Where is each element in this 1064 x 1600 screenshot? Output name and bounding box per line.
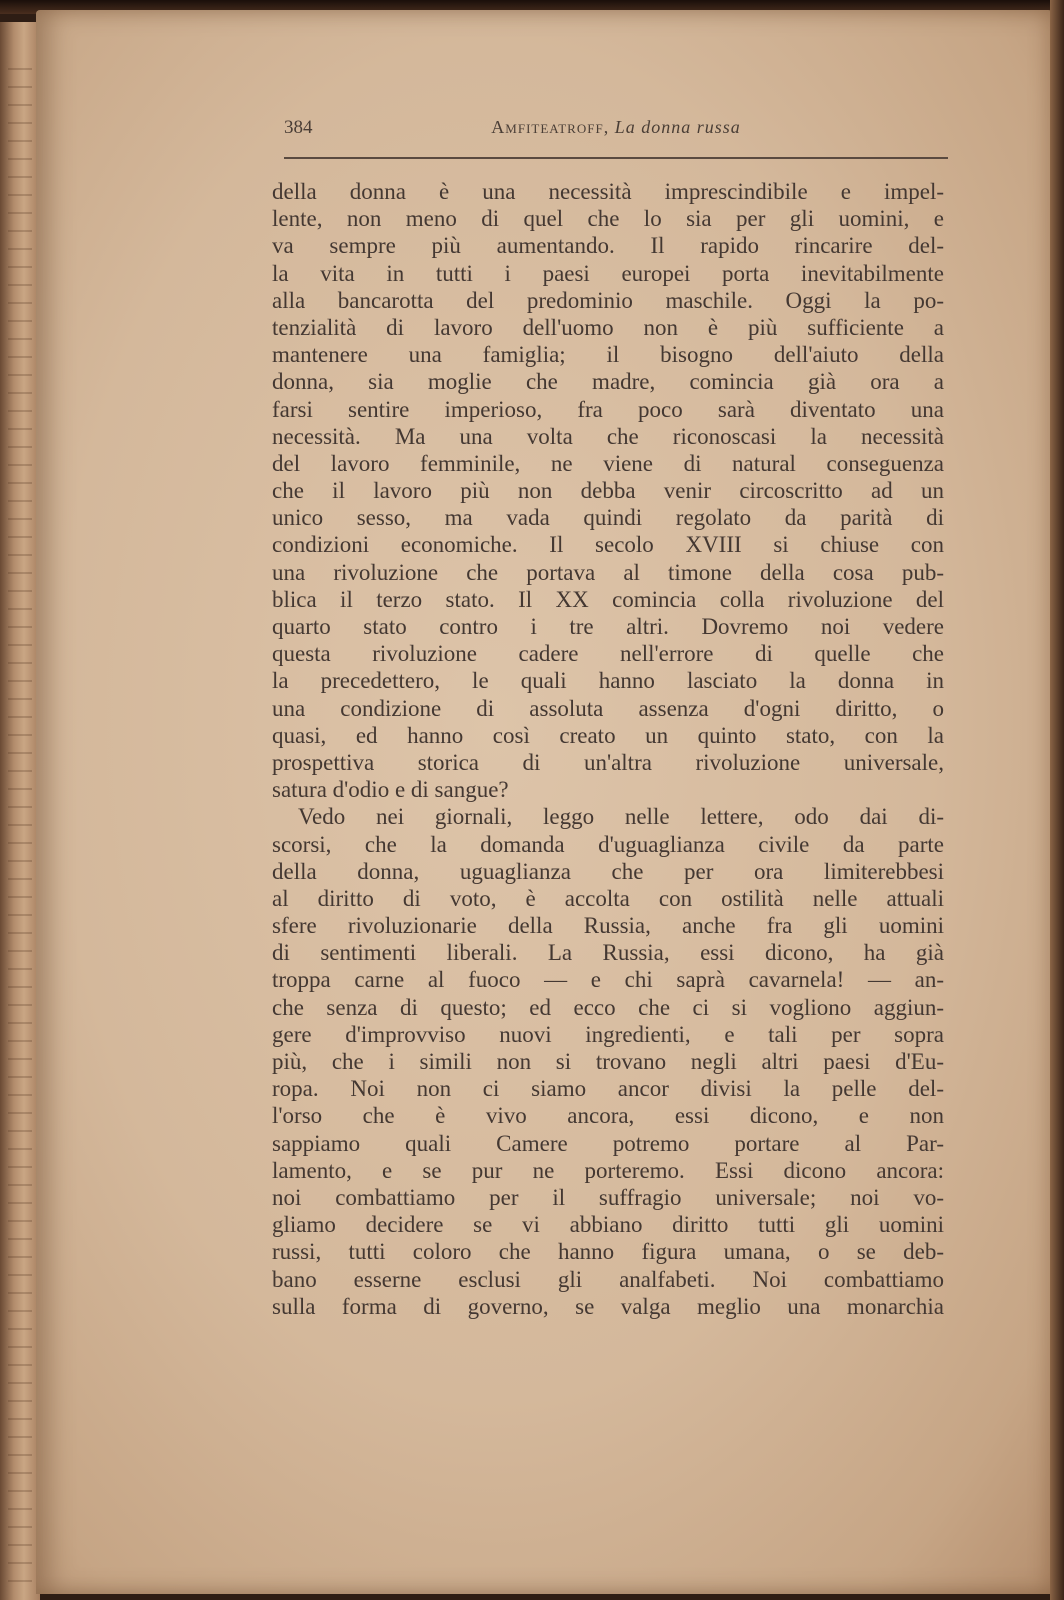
text-line: prospettiva storica di un'altra rivoluzione universale, (272, 749, 944, 775)
text-line: unico sesso, ma vada quindi regolato da parità di (272, 505, 944, 531)
body-text (272, 178, 944, 1320)
spine-texture (8, 62, 32, 1582)
text-line: che senza di questo; ed ecco che ci si vogliono aggiun- (272, 994, 944, 1020)
running-header (284, 117, 948, 147)
book-right-edge (1050, 0, 1064, 1600)
text-line: alla bancarotta del predominio maschile. Oggi la po- (272, 287, 944, 313)
text-line: la precedettero, le quali hanno lasciato la donna in (272, 668, 944, 694)
text-line: gere d'improvviso nuovi ingredienti, e tali per sopra (272, 1021, 944, 1047)
text-line: più, che i simili non si trovano negli altri paesi d'Eu- (272, 1049, 944, 1074)
text-line: sulla forma di governo, se valga meglio una monarchia (272, 1293, 944, 1319)
text-line: della donna, uguaglianza che per ora limiterebbesi (272, 858, 944, 884)
book-spine (0, 22, 40, 1600)
text-line: al diritto di voto, è accolta con ostilità nelle attuali (272, 885, 944, 911)
text-line: satura d'odio e di sangue? (272, 777, 509, 803)
text-line: condizioni economiche. Il secolo XVIII si chiuse con (272, 532, 944, 558)
text-line: l'orso che è vivo ancora, essi dicono, e non (272, 1103, 944, 1129)
text-line: tenzialità di lavoro dell'uomo non è più sufficiente a (272, 314, 944, 340)
text-line: lente, non meno di quel che lo sia per gli uomini, e (272, 206, 944, 232)
running-title-author: Amfiteatroff, (491, 117, 610, 137)
text-line: necessità. Ma una volta che riconoscasi la necessità (272, 423, 944, 449)
text-line: lamento, e se pur ne porteremo. Essi dicono ancora: (272, 1157, 944, 1183)
text-line: una rivoluzione che portava al timone della cosa pub- (272, 559, 944, 585)
text-line: una condizione di assoluta assenza d'ogni diritto, o (272, 695, 944, 721)
text-line: gliamo decidere se vi abbiano diritto tutti gli uomini (272, 1212, 944, 1238)
text-line: mantenere una famiglia; il bisogno dell'aiuto della (272, 342, 944, 368)
text-line: quasi, ed hanno così creato un quinto stato, con la (272, 722, 944, 748)
text-line: blica il terzo stato. Il XX comincia colla rivoluzione del (272, 586, 944, 612)
text-line: ropa. Noi non ci siamo ancor divisi la pelle del- (272, 1076, 944, 1102)
text-line: donna, sia moglie che madre, comincia già ora a (272, 369, 944, 395)
text-line: che il lavoro più non debba venir circoscritto ad un (272, 478, 944, 504)
text-line: va sempre più aumentando. Il rapido rincarire del- (272, 233, 944, 259)
text-line: sfere rivoluzionarie della Russia, anche fra gli uomini (272, 913, 944, 939)
text-line: la vita in tutti i paesi europei porta inevitabilmente (272, 260, 944, 286)
running-title-work: La donna russa (614, 117, 741, 137)
text-line: russi, tutti coloro che hanno figura umana, o se deb- (272, 1239, 944, 1265)
text-line: sappiamo quali Camere potremo portare al Par- (272, 1130, 944, 1156)
text-line: di sentimenti liberali. La Russia, essi dicono, ha già (272, 940, 944, 966)
text-line: farsi sentire imperioso, fra poco sarà diventato una (272, 396, 944, 422)
text-line: troppa carne al fuoco — e chi saprà cavarnela! — an- (272, 967, 944, 993)
text-line: scorsi, che la domanda d'uguaglianza civile da parte (272, 831, 944, 857)
text-line: bano esserne esclusi gli analfabeti. Noi combattiamo (272, 1266, 944, 1292)
text-line: Vedo nei giornali, leggo nelle lettere, odo dai di- (298, 804, 944, 830)
page-number: 384 (284, 117, 313, 138)
text-line: quarto stato contro i tre altri. Dovremo noi vedere (272, 614, 944, 639)
text-line: del lavoro femminile, ne viene di natural conseguenza (272, 450, 944, 476)
header-rule (284, 157, 948, 159)
running-title (284, 117, 948, 138)
text-line: noi combattiamo per il suffragio universale; noi vo- (272, 1184, 944, 1210)
text-line: questa rivoluzione cadere nell'errore di quelle che (272, 641, 944, 667)
text-line: della donna è una necessità imprescindibile e impel- (272, 179, 944, 204)
